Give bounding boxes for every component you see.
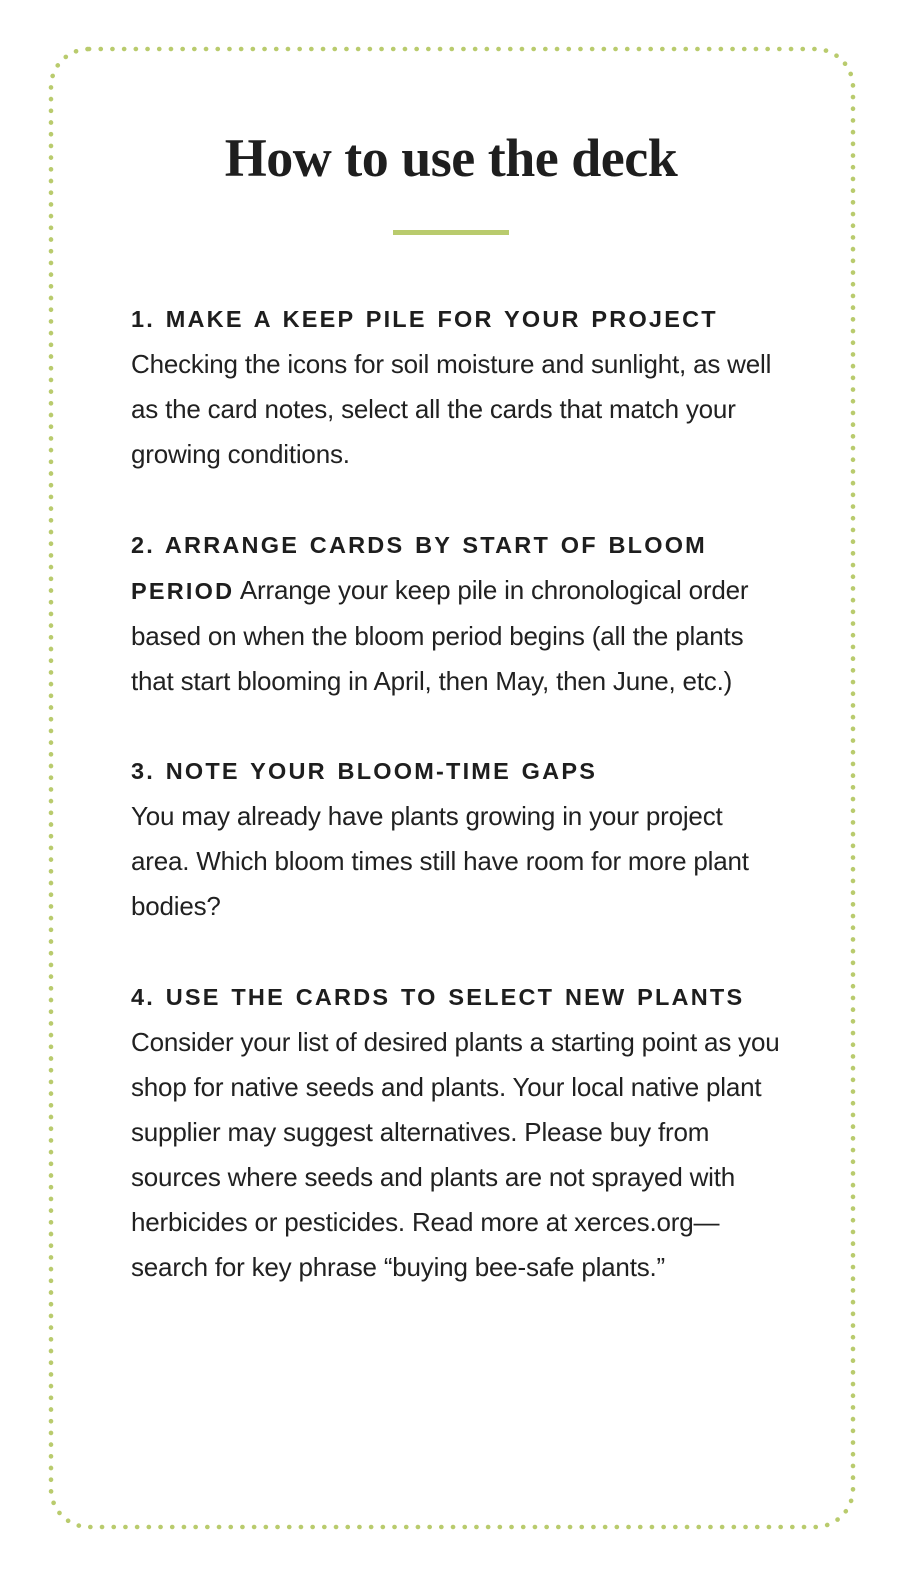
section-1-heading: 1. MAKE A KEEP PILE FOR YOUR PROJECT	[131, 306, 718, 332]
section-1-body: Checking the icons for soil moisture and sunlight, as well as the card notes, select all the cards that match your growing conditions.	[131, 349, 772, 469]
section-3-heading: 3. NOTE YOUR BLOOM-TIME GAPS	[131, 758, 598, 784]
title-rule-divider	[393, 230, 509, 235]
instruction-section-2	[131, 522, 787, 704]
section-4-heading: 4. USE THE CARDS TO SELECT NEW PLANTS	[131, 984, 745, 1010]
card-header	[0, 0, 902, 235]
page-title: How to use the deck	[224, 128, 678, 188]
instruction-section-4	[131, 974, 787, 1290]
section-3-body: You may already have plants growing in your project area. Which bloom times still have room for more plant bodies?	[131, 801, 749, 921]
section-2-body: Arrange your keep pile in chronological order based on when the bloom period begins (all the plants that start blooming in April, then May, then June, etc.)	[131, 575, 749, 696]
section-2-heading: 2. ARRANGE CARDS BY START OF BLOOM PERIOD	[131, 532, 707, 604]
instruction-section-3	[131, 749, 787, 929]
section-4-body: Consider your list of desired plants a starting point as you shop for native seeds and plants. Your local native plant supplier may suggest alternatives. Please buy from sources where seeds and plants are not sprayed with herbicides or pesticides. Read more at xerces.org—search for key phrase “buying bee-safe plants.”	[131, 1027, 780, 1282]
instruction-section-1	[131, 297, 787, 477]
instructions-list	[131, 297, 787, 1290]
